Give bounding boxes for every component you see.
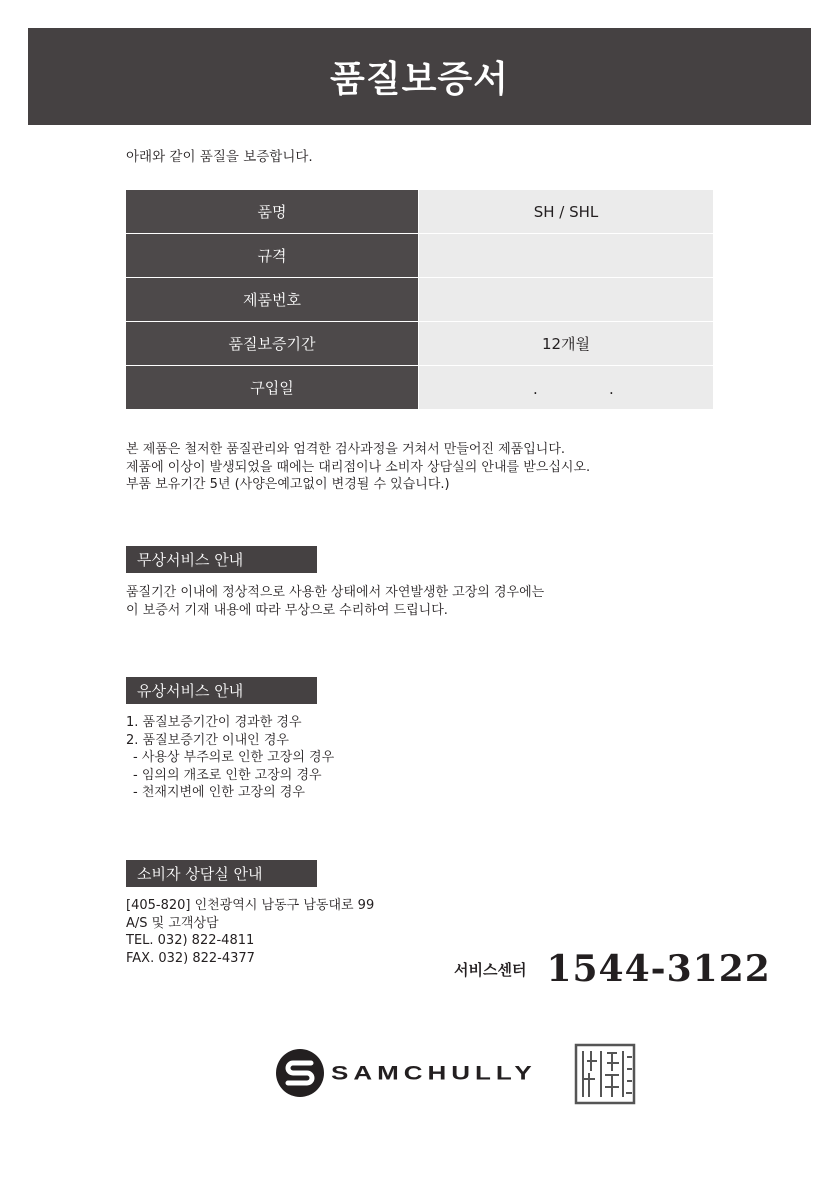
consumer-center-heading: 소비자 상담실 안내 (126, 860, 317, 887)
tel-line: TEL. 032) 822-4811 (126, 933, 255, 948)
address-line: [405-820] 인천광역시 남동구 남동대로 99 (126, 898, 375, 913)
free-service-heading: 무상서비스 안내 (126, 546, 317, 573)
service-center (454, 948, 771, 990)
row-value-warranty-period: 12개월 (419, 322, 714, 366)
table-row (126, 322, 713, 366)
document-title: 품질보증서 (330, 59, 509, 100)
list-item: - 사용상 부주의로 인한 고장의 경우 (133, 750, 335, 765)
service-center-label: 서비스센터 (454, 960, 527, 979)
samchully-logo-icon (275, 1048, 569, 1098)
notice-line: 부품 보유기간 5년 (사양은예고없이 변경될 수 있습니다.) (126, 477, 450, 492)
header-band (28, 28, 811, 125)
row-value-purchase-date (419, 366, 714, 410)
table-row (126, 278, 713, 322)
list-item: - 임의의 개조로 인한 고장의 경우 (133, 767, 322, 783)
notice-text (126, 441, 590, 494)
free-service-text (126, 584, 544, 619)
notice-line: 본 제품은 철저한 품질관리와 엄격한 검사과정을 거쳐서 만들어진 제품입니다. (126, 442, 566, 457)
row-label-warranty-period: 품질보증기간 (126, 322, 419, 366)
paid-service-heading: 유상서비스 안내 (126, 677, 317, 704)
warranty-table (126, 190, 713, 410)
list-item: - 천재지변에 인한 고장의 경우 (133, 785, 305, 800)
intro-text: 아래와 같이 품질을 보증합니다. (126, 149, 313, 165)
row-value-serial (419, 278, 714, 322)
row-value-product-name: SH / SHL (419, 190, 714, 234)
list-item: 2. 품질보증기간 이내인 경우 (126, 732, 289, 748)
table-row (126, 190, 713, 234)
row-label-product-name: 품명 (126, 190, 419, 234)
date-field (491, 376, 641, 396)
row-label-purchase-date: 구입일 (126, 366, 419, 410)
row-value-spec (419, 234, 714, 278)
notice-line: 제품에 이상이 발생되었을 때에는 대리점이나 소비자 상담실의 안내를 받으십시오. (126, 459, 591, 475)
paid-service-list (126, 714, 334, 802)
table-row (126, 234, 713, 278)
row-label-spec: 규격 (126, 234, 419, 278)
company-seal-icon (574, 1043, 636, 1105)
svg-text:SAMCHULLY: SAMCHULLY (331, 1061, 537, 1084)
date-separator: . (533, 379, 538, 398)
table-row (126, 366, 713, 410)
service-center-number: 1544-3122 (546, 948, 771, 990)
consumer-center-info (126, 897, 374, 967)
free-service-line: 이 보증서 기재 내용에 따라 무상으로 수리하여 드립니다. (126, 602, 448, 618)
service-line: A/S 및 고객상담 (126, 915, 219, 931)
list-item: 1. 품질보증기간이 경과한 경우 (126, 715, 302, 730)
free-service-line: 품질기간 이내에 정상적으로 사용한 상태에서 자연발생한 고장의 경우에는 (126, 585, 545, 600)
fax-line: FAX. 032) 822-4377 (126, 950, 255, 966)
date-separator: . (609, 379, 614, 398)
row-label-serial: 제품번호 (126, 278, 419, 322)
